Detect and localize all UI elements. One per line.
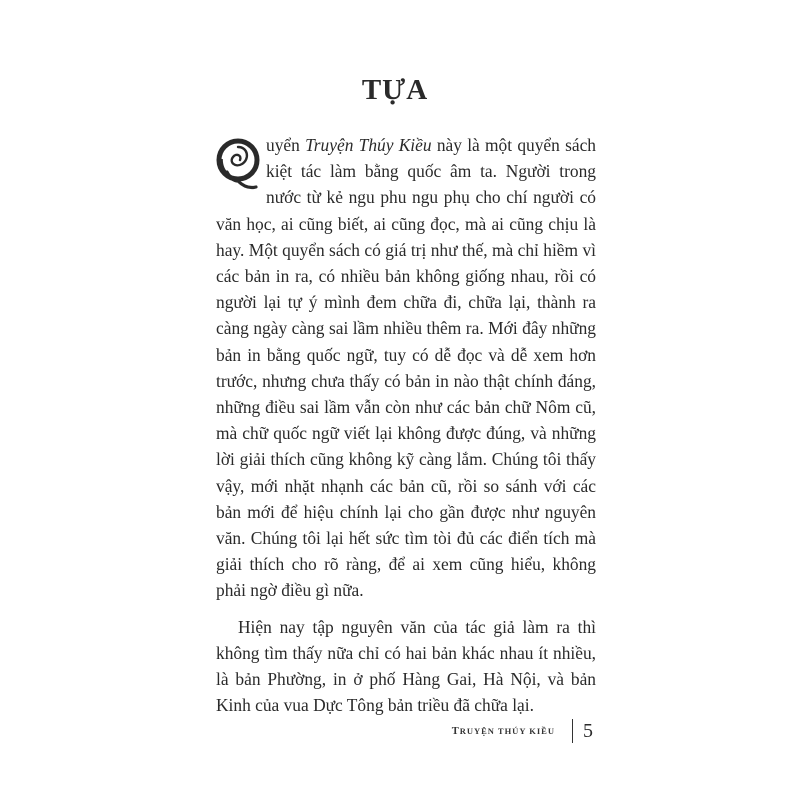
running-title	[452, 726, 555, 737]
body-text	[216, 132, 596, 718]
book-title: Truyện Thúy Kiều	[305, 135, 432, 155]
page-number: 5	[583, 720, 593, 742]
page-title: TỰA	[361, 74, 429, 106]
paragraph-1-opening: uyển	[266, 135, 306, 155]
running-title-rest: RUYỆN THÚY KIỀU	[459, 726, 555, 736]
paragraph-1	[216, 132, 596, 604]
drop-cap-ornament	[216, 137, 262, 193]
page-footer	[380, 718, 595, 748]
paragraph-2: Hiện nay tập nguyên văn của tác giả làm ra thì không tìm thấy nữa chỉ có hai bản khác nhau ít nhiều, là bản Phường, in ở phố Hàng Gai, Hà Nội, và bản Kinh của vua Dực Tông bản triều đã chữa lại.	[216, 616, 596, 716]
paragraph-1-body: này là một quyển sách kiệt tác làm bằng quốc âm ta. Người trong nước từ kẻ ngu phu ngu phụ cho chí người có văn học, ai cũng biết, ai cũng đọc, mà ai cũng chịu là hay. Một quyển sách có giá trị như thế, mà chỉ hiềm vì các bản in ra, có nhiều bản không giống nhau, rồi có người lại tự ý mình đem chữa đi, chữa lại, thành ra càng ngày càng sai lầm nhiều thêm ra. Mới đây những bản in bằng quốc ngữ, tuy có dễ đọc và dễ xem hơn trước, nhưng chưa thấy có bản in nào thật chính đáng, những điều sai lầm vẫn còn như các bản chữ Nôm cũ, mà chữ quốc ngữ viết lại không được đúng, và những lời giải thích cũng không kỹ càng lắm. Chúng tôi thấy vậy, mới nhặt nhạnh các bản cũ, rồi so sánh với các bản mới để hiệu chính lại cho gần được như nguyên văn. Chúng tôi lại hết sức tìm tòi đủ các điển tích mà giải thích cho rõ ràng, để ai xem cũng hiểu, không phải ngờ điều gì nữa.	[216, 135, 596, 601]
running-title-initial: T	[451, 726, 460, 737]
footer-divider	[572, 719, 573, 743]
